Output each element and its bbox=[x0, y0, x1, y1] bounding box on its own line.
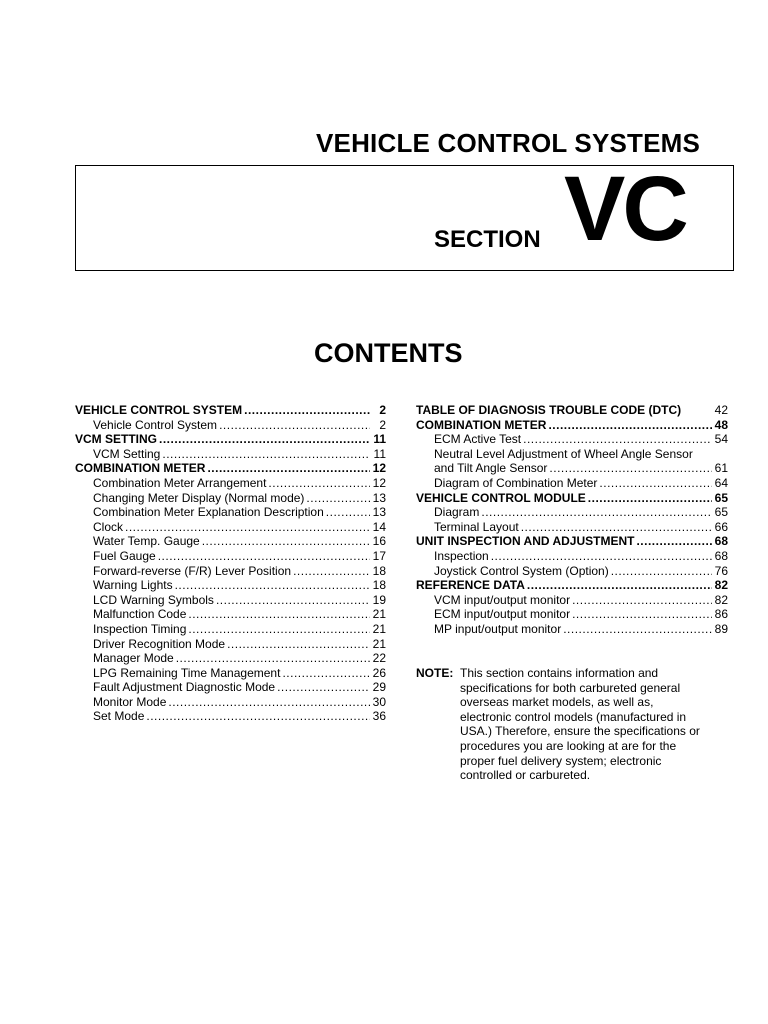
toc-entry[interactable] bbox=[75, 520, 386, 535]
toc-entry-page: 12 bbox=[372, 475, 386, 490]
toc-entry-label: ECM input/output monitor bbox=[434, 607, 571, 622]
toc-entry-page: 82 bbox=[714, 592, 728, 607]
toc-entry-page: 82 bbox=[714, 578, 728, 593]
toc-entry[interactable] bbox=[75, 447, 386, 462]
toc-entry-label: Joystick Control System (Option) bbox=[434, 563, 609, 578]
toc-entry-label: VEHICLE CONTROL MODULE bbox=[416, 490, 586, 505]
toc-right-column bbox=[416, 403, 728, 637]
toc-entry-label: Water Temp. Gauge bbox=[93, 534, 200, 549]
toc-leader-dots bbox=[176, 651, 370, 666]
toc-entry[interactable] bbox=[416, 418, 728, 433]
toc-leader-dots bbox=[268, 476, 370, 491]
toc-leader-dots bbox=[159, 432, 370, 447]
toc-entry-label: VEHICLE CONTROL SYSTEM bbox=[75, 403, 243, 417]
toc-entry[interactable] bbox=[416, 432, 728, 447]
toc-entry[interactable] bbox=[75, 505, 386, 520]
toc-entry[interactable] bbox=[75, 461, 386, 476]
toc-entry-label: Manager Mode bbox=[93, 651, 174, 666]
toc-entry[interactable] bbox=[75, 622, 386, 637]
toc-entry-page: 11 bbox=[373, 446, 386, 461]
contents-heading: CONTENTS bbox=[314, 338, 463, 368]
toc-entry-label: Inspection bbox=[434, 548, 489, 563]
toc-leader-dots bbox=[548, 418, 712, 433]
toc-entry[interactable] bbox=[416, 461, 728, 476]
toc-entry-label: Neutral Level Adjustment of Wheel Angle Sensor bbox=[434, 446, 693, 461]
toc-entry-label: VCM Setting bbox=[93, 446, 161, 461]
section-label: SECTION bbox=[434, 226, 541, 253]
toc-entry[interactable] bbox=[416, 578, 728, 593]
toc-entry-label: COMBINATION METER bbox=[416, 417, 547, 432]
toc-leader-dots bbox=[563, 622, 712, 637]
toc-entry-label: Forward-reverse (F/R) Lever Position bbox=[93, 563, 292, 578]
toc-entry[interactable] bbox=[416, 564, 728, 579]
toc-leader-dots bbox=[244, 403, 370, 418]
toc-entry-page: 16 bbox=[372, 534, 386, 549]
toc-leader-dots bbox=[277, 680, 370, 695]
toc-leader-dots bbox=[588, 491, 712, 506]
toc-entry-page: 17 bbox=[372, 548, 386, 563]
toc-entry[interactable] bbox=[75, 549, 386, 564]
toc-leader-dots bbox=[599, 476, 712, 491]
toc-entry[interactable] bbox=[75, 666, 386, 681]
toc-entry-page: 64 bbox=[714, 475, 728, 490]
toc-leader-dots bbox=[207, 461, 370, 476]
toc-entry-label: LPG Remaining Time Management bbox=[93, 665, 281, 680]
toc-entry[interactable] bbox=[416, 491, 728, 506]
toc-entry-page: 12 bbox=[372, 461, 386, 476]
toc-entry-page: 2 bbox=[379, 417, 386, 432]
toc-entry-label: REFERENCE DATA bbox=[416, 578, 525, 593]
toc-entry-label: COMBINATION METER bbox=[75, 461, 206, 476]
toc-entry-label: Monitor Mode bbox=[93, 694, 167, 709]
toc-entry-label: TABLE OF DIAGNOSIS TROUBLE CODE (DTC) bbox=[416, 403, 682, 417]
toc-entry[interactable] bbox=[75, 593, 386, 608]
toc-leader-dots bbox=[146, 709, 370, 724]
toc-entry-label: Fault Adjustment Diagnostic Mode bbox=[93, 680, 276, 695]
toc-entry-page: 68 bbox=[714, 548, 728, 563]
toc-entry[interactable] bbox=[75, 476, 386, 491]
toc-leader-dots bbox=[175, 578, 370, 593]
toc-entry-label: Combination Meter Explanation Description bbox=[93, 505, 324, 520]
toc-leader-dots bbox=[611, 564, 712, 579]
toc-entry[interactable] bbox=[75, 695, 386, 710]
toc-left-column bbox=[75, 403, 386, 724]
toc-entry-page: 48 bbox=[714, 417, 728, 432]
toc-entry-page: 2 bbox=[379, 403, 386, 417]
toc-entry[interactable] bbox=[75, 491, 386, 506]
toc-leader-dots bbox=[527, 578, 712, 593]
toc-entry-page: 19 bbox=[372, 592, 386, 607]
toc-leader-dots bbox=[219, 418, 370, 433]
toc-entry[interactable] bbox=[75, 418, 386, 433]
toc-entry[interactable] bbox=[75, 432, 386, 447]
toc-entry-label: Diagram of Combination Meter bbox=[434, 475, 598, 490]
toc-leader-dots bbox=[188, 607, 370, 622]
toc-entry-label: Vehicle Control System bbox=[93, 417, 218, 432]
toc-entry-page: 14 bbox=[372, 519, 386, 534]
toc-entry-label: Set Mode bbox=[93, 709, 145, 724]
toc-leader-dots bbox=[293, 564, 370, 579]
toc-entry-page: 65 bbox=[714, 490, 728, 505]
note-label: NOTE: bbox=[416, 666, 454, 680]
toc-entry[interactable] bbox=[75, 564, 386, 579]
toc-entry-page: 61 bbox=[714, 461, 728, 476]
toc-entry-label: Inspection Timing bbox=[93, 621, 187, 636]
toc-leader-dots bbox=[282, 666, 370, 681]
document-title: VEHICLE CONTROL SYSTEMS bbox=[316, 128, 701, 158]
toc-entry-page: 18 bbox=[372, 578, 386, 593]
note-block bbox=[416, 666, 728, 783]
toc-entry-page: 21 bbox=[372, 621, 386, 636]
toc-entry[interactable] bbox=[416, 534, 728, 549]
toc-entry-page: 22 bbox=[372, 651, 386, 666]
toc-entry[interactable] bbox=[416, 520, 728, 535]
toc-entry[interactable] bbox=[75, 578, 386, 593]
toc-leader-dots bbox=[306, 491, 370, 506]
toc-entry[interactable] bbox=[416, 622, 728, 637]
toc-entry-label: Changing Meter Display (Normal mode) bbox=[93, 490, 305, 505]
toc-entry-page: 26 bbox=[372, 665, 386, 680]
toc-entry-page: 29 bbox=[372, 680, 386, 695]
toc-entry[interactable] bbox=[75, 651, 386, 666]
toc-leader-dots bbox=[158, 549, 370, 564]
toc-leader-dots bbox=[572, 593, 712, 608]
toc-leader-dots bbox=[481, 505, 712, 520]
toc-entry[interactable] bbox=[416, 607, 728, 622]
toc-entry-page: 21 bbox=[372, 636, 386, 651]
toc-leader-dots bbox=[491, 549, 712, 564]
toc-entry-label: VCM SETTING bbox=[75, 432, 158, 447]
toc-entry-label: Combination Meter Arrangement bbox=[93, 475, 267, 490]
toc-entry[interactable] bbox=[416, 505, 728, 520]
toc-entry-label: Warning Lights bbox=[93, 578, 173, 593]
toc-entry-page: 13 bbox=[372, 505, 386, 520]
section-code: VC bbox=[564, 158, 686, 260]
toc-entry-page: 68 bbox=[714, 534, 728, 549]
toc-entry[interactable] bbox=[416, 593, 728, 608]
toc-leader-dots bbox=[216, 593, 370, 608]
toc-entry-label: and Tilt Angle Sensor bbox=[434, 461, 548, 476]
toc-leader-dots bbox=[523, 432, 712, 447]
toc-entry-page: 18 bbox=[372, 563, 386, 578]
toc-entry-page: 30 bbox=[372, 694, 386, 709]
toc-leader-dots bbox=[162, 447, 370, 462]
toc-entry-label: Driver Recognition Mode bbox=[93, 636, 226, 651]
toc-entry-page: 76 bbox=[714, 563, 728, 578]
toc-entry-label: Terminal Layout bbox=[434, 519, 519, 534]
toc-leader-dots bbox=[549, 461, 712, 476]
toc-entry-page: 65 bbox=[714, 505, 728, 520]
toc-entry[interactable] bbox=[416, 476, 728, 491]
toc-entry[interactable] bbox=[75, 637, 386, 652]
toc-entry[interactable] bbox=[75, 403, 386, 418]
note-text: This section contains information and specifications for both carbureted general overseas market models, as well as, electronic control models (manufactured in USA.) Therefore, ensure the specifications or procedures you are looking at are for the proper fuel delivery system; electronic controlled or carbureted. bbox=[460, 666, 700, 783]
toc-entry-page: 66 bbox=[714, 519, 728, 534]
toc-leader-dots bbox=[168, 695, 370, 710]
toc-leader-dots bbox=[227, 637, 370, 652]
toc-leader-dots bbox=[636, 534, 712, 549]
section-banner bbox=[75, 158, 734, 271]
toc-entry-label: LCD Warning Symbols bbox=[93, 592, 214, 607]
toc-entry-label: ECM Active Test bbox=[434, 432, 522, 447]
toc-leader-dots bbox=[188, 622, 370, 637]
toc-entry-label: UNIT INSPECTION AND ADJUSTMENT bbox=[416, 534, 635, 549]
toc-entry-label: Diagram bbox=[434, 505, 480, 520]
toc-entry[interactable] bbox=[416, 403, 728, 418]
toc-entry-label: Clock bbox=[93, 519, 124, 534]
toc-entry-label: MP input/output monitor bbox=[434, 621, 562, 636]
toc-entry-page: 42 bbox=[714, 403, 728, 417]
toc-entry-label: VCM input/output monitor bbox=[434, 592, 571, 607]
toc-entry-page: 13 bbox=[372, 490, 386, 505]
toc-entry-page: 21 bbox=[372, 607, 386, 622]
toc-entry[interactable] bbox=[416, 549, 728, 564]
toc-entry-label: Malfunction Code bbox=[93, 607, 187, 622]
toc-leader-dots bbox=[572, 607, 712, 622]
toc-leader-dots bbox=[125, 520, 370, 535]
toc-entry-page: 54 bbox=[714, 432, 728, 447]
toc-entry-page: 36 bbox=[372, 709, 386, 724]
toc-leader-dots bbox=[202, 534, 370, 549]
toc-entry[interactable] bbox=[75, 534, 386, 549]
toc-entry[interactable] bbox=[75, 709, 386, 724]
toc-entry-label: Fuel Gauge bbox=[93, 548, 156, 563]
toc-leader-dots bbox=[521, 520, 712, 535]
toc-entry-page: 86 bbox=[714, 607, 728, 622]
toc-entry[interactable] bbox=[75, 607, 386, 622]
toc-entry-page: 11 bbox=[373, 432, 386, 447]
toc-entry-page: 89 bbox=[714, 621, 728, 636]
toc-entry[interactable] bbox=[416, 447, 728, 462]
toc-entry[interactable] bbox=[75, 680, 386, 695]
toc-leader-dots bbox=[326, 505, 370, 520]
